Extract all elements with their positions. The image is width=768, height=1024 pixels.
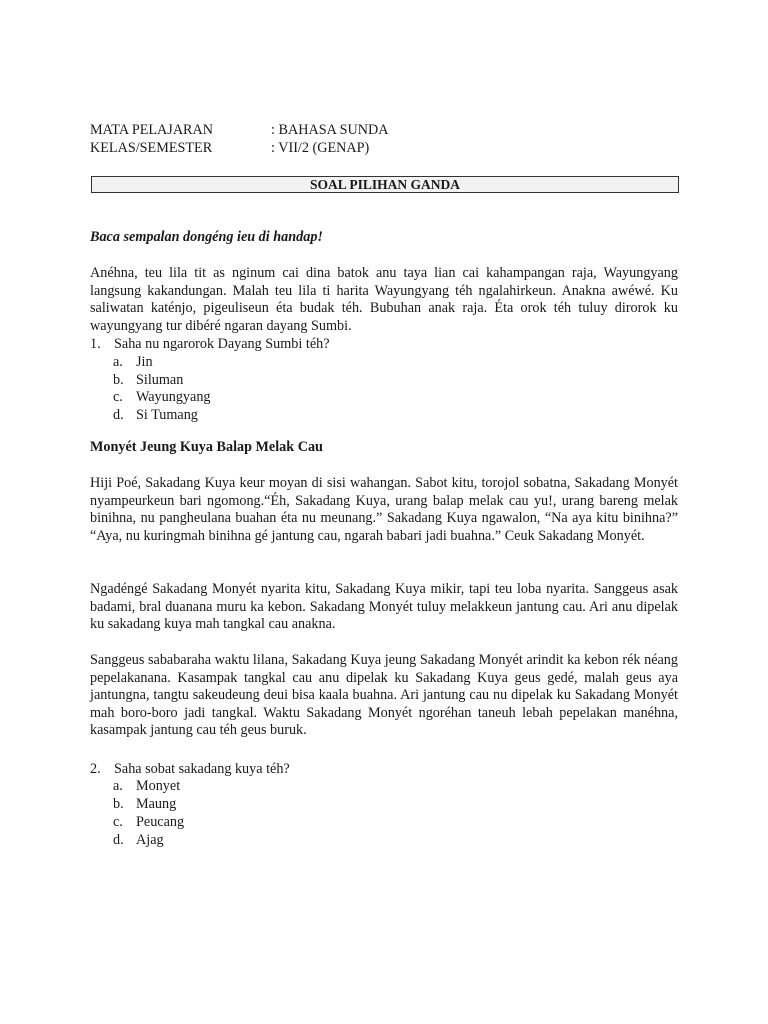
story-paragraph-2: Ngadéngé Sakadang Monyét nyarita kitu, Sakadang Kuya mikir, tapi teu loba nyarita. Sanggeus asak badami, bral duanana muru ka kebon. Sakadang Monyét tuluy melakkeun jantung cau. Ari anu dipelak ku sakadang kuya mah tangkal cau anakna. bbox=[90, 581, 678, 633]
q2-option-b bbox=[113, 796, 176, 814]
option-letter: d. bbox=[113, 407, 124, 423]
q1-option-c bbox=[113, 389, 211, 407]
question-2-number: 2. bbox=[90, 761, 101, 777]
story-title: Monyét Jeung Kuya Balap Melak Cau bbox=[90, 439, 323, 455]
passage-1: Anéhna, teu lila tit as nginum cai dina batok anu taya lian cai kahampangan raja, Wayungyang langsung kakandungan. Malah teu lila ti harita Wayungyang téh ngalahirkeun. Anakna awéwé. Ku saliwatan katénjo, pigeuliseun éta budak téh. Bubuhan anak raja. Éta orok téh tuluy dirorok ku wayungyang tur dibéré ngaran dayang Sumbi. bbox=[90, 265, 678, 334]
story-paragraph-1: Hiji Poé, Sakadang Kuya keur moyan di sisi wahangan. Sabot kitu, torojol sobatna, Sakadang Monyét nyampeurkeun bari ngomong.“Éh, Sakadang Kuya, urang balap melak cau yu!, urang bareng melak binihna, nu pangheulana buahan éta nu meunang.” Sakadang Kuya ngawalon, “Na aya kitu binihna?” “Aya, nu kuringmah binihna gé jantung cau, ngarah babari jadi buahna.” Ceuk Sakadang Monyét. bbox=[90, 475, 678, 544]
question-1-text: Saha nu ngarorok Dayang Sumbi téh? bbox=[114, 336, 330, 352]
option-letter: d. bbox=[113, 832, 124, 848]
option-letter: b. bbox=[113, 372, 124, 388]
option-text: Monyet bbox=[136, 778, 181, 794]
class-value: : VII/2 (GENAP) bbox=[271, 140, 370, 156]
section-title: SOAL PILIHAN GANDA bbox=[91, 176, 679, 193]
option-text: Maung bbox=[136, 796, 177, 812]
q1-option-d bbox=[113, 407, 198, 425]
option-text: Siluman bbox=[136, 372, 184, 388]
question-1-number: 1. bbox=[90, 336, 101, 352]
q1-option-b bbox=[113, 372, 183, 390]
option-text: Wayungyang bbox=[136, 389, 211, 405]
option-letter: a. bbox=[113, 354, 123, 370]
option-text: Ajag bbox=[136, 832, 164, 848]
q2-option-a bbox=[113, 778, 180, 796]
option-letter: a. bbox=[113, 778, 123, 794]
option-letter: c. bbox=[113, 814, 123, 830]
q2-option-d bbox=[113, 832, 164, 850]
story-paragraph-3: Sanggeus sababaraha waktu lilana, Sakadang Kuya jeung Sakadang Monyét arindit ka kebon rék néang pepelakanana. Kasampak tangkal cau anu dipelak ku Sakadang Kuya geus gedé, malah geus aya jantungna, tangtu sakeudeung deui bisa kaala buahna. Ari jantung cau nu dipelak ku Sakadang Monyét mah boro-boro jadi tangkal. Waktu Sakadang Monyét ngoréhan taneuh lebah pepelakan manéhna, kasampak jantung cau téh geus buruk. bbox=[90, 652, 678, 739]
class-label: KELAS/SEMESTER bbox=[90, 140, 213, 156]
option-text: Si Tumang bbox=[136, 407, 198, 423]
instruction: Baca sempalan dongéng ieu di handap! bbox=[90, 229, 323, 245]
option-text: Jin bbox=[136, 354, 153, 370]
q2-option-c bbox=[113, 814, 184, 832]
subject-label: MATA PELAJARAN bbox=[90, 122, 214, 138]
subject-value: : BAHASA SUNDA bbox=[271, 122, 389, 138]
question-2-text: Saha sobat sakadang kuya téh? bbox=[114, 761, 290, 777]
option-text: Peucang bbox=[136, 814, 185, 830]
q1-option-a bbox=[113, 354, 153, 372]
option-letter: b. bbox=[113, 796, 124, 812]
option-letter: c. bbox=[113, 389, 123, 405]
